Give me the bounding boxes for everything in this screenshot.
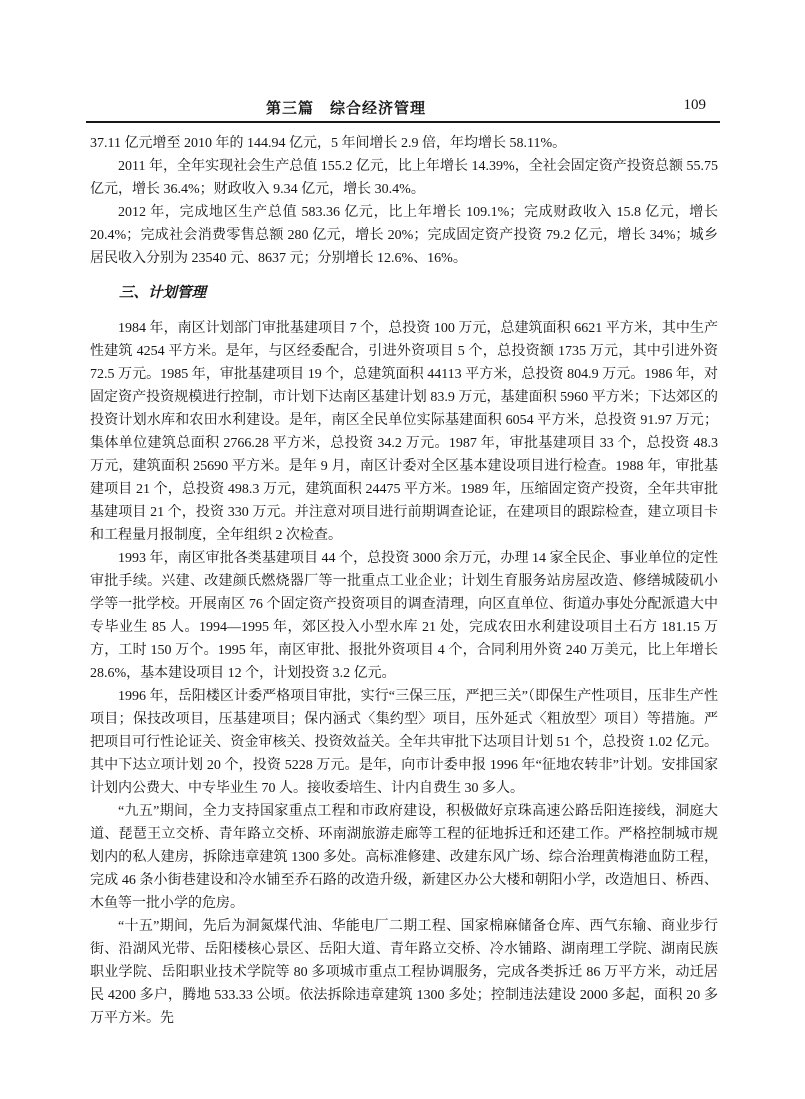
paragraph-tenth-five-year-plan: “十五”期间，先后为洞氮煤代油、华能电厂二期工程、国家棉麻储备仓库、西气东输、商业步行街、沿湖风光带、岳阳楼核心景区、岳阳大道、青年路立交桥、冷水铺路、湖南理工学院、湖南民族职业学院、岳阳职业技术学院等 80 多项城市重点工程协调服务，完成各类拆迁 86 万平方米，动迁居民 4200 多户，腾地 533.33 公顷。依法拆除违章建筑 1300 多处；控制违法建设 2000 多起，面积 20 多万平方米。先: [90, 919, 718, 1026]
header-title: 第三篇 综合经济管理: [265, 101, 427, 117]
page-number: 109: [683, 97, 706, 113]
section-heading-plan-management: 三、计划管理: [119, 285, 206, 301]
page-body: [90, 132, 718, 1030]
paragraph-2012: 2012 年，完成地区生产总值 583.36 亿元，比上年增长 109.1%；完成财政收入 15.8 亿元，增长 20.4%；完成社会消费零售总额 280 亿元，增长 20%；完成固定资产投资 79.2 亿元，增长 34%；城乡居民收入分别为 23540 元、8637 元；分别增长 12.6%、16%。: [90, 205, 718, 266]
paragraph-1996: 1996 年，岳阳楼区计委严格项目审批，实行“三保三压，严把三关”（即保生产性项目，压非生产性项目；保技改项目，压基建项目；保内涵式〈集约型〉项目，压外延式〈粗放型〉项目）等措施。严把项目可行性论证关、资金审核关、投资效益关。全年共审批下达项目计划 51 个，总投资 1.02 亿元。其中下达立项计划 20 个，投资 5228 万元。是年，向市计委申报 1996 年“征地农转非”计划。安排国家计划内公费大、中专毕业生 70 人。接收委培生、计内自费生 30 多人。: [90, 689, 718, 796]
paragraph-ninth-five-year-plan: “九五”期间，全力支持国家重点工程和市政府建设，积极做好京珠高速公路岳阳连接线，洞庭大道、琵琶王立交桥、青年路立交桥、环南湖旅游走廊等工程的征地拆迁和还建工作。严格控制城市规划内的私人建房，拆除违章建筑 1300 多处。高标准修建、改建东风广场、综合治理黄梅港血防工程，完成 46 条小街巷建设和冷水铺至乔石路的改造升级，新建区办公大楼和朝阳小学，改造旭日、桥西、木鱼等一批小学的危房。: [90, 804, 718, 911]
running-head: [86, 94, 720, 123]
paragraph-continuation-2010: 37.11 亿元增至 2010 年的 144.94 亿元，5 年间增长 2.9 倍，年均增长 58.11%。: [90, 136, 567, 151]
paragraph-1984-1989: 1984 年，南区计划部门审批基建项目 7 个，总投资 100 万元，总建筑面积 6621 平方米，其中生产性建筑 4254 平方米。是年，与区经委配合，引进外资项目 5 个，总投资额 1735 万元，其中引进外资 72.5 万元。1985 年，审批基建项目 19 个，总建筑面积 44113 平方米，总投资 804.9 万元。1986 年，对固定资产投资规模进行控制，市计划下达南区基建计划 83.9 万元，基建面积 5960 平方米；下达郊区的投资计划水库和农田水利建设。是年，南区全民单位实际基建面积 6054 平方米，总投资 91.97 万元；集体单位建筑总面积 2766.28 平方米，总投资 34.2 万元。1987 年，审批基建项目 33 个，总投资 48.3 万元，建筑面积 25690 平方米。是年 9 月，南区计委对全区基本建设项目进行检查。1988 年，审批基建项目 21 个，总投资 498.3 万元，建筑面积 24475 平方米。1989 年，压缩固定资产投资，全年共审批基建项目 21 个，投资 330 万元。并注意对项目进行前期调查论证，在建项目的跟踪检查，建立项目卡和工程量月报制度，全年组织 2 次检查。: [90, 321, 718, 543]
paragraph-2011: 2011 年，全年实现社会生产总值 155.2 亿元，比上年增长 14.39%，全社会固定资产投资总额 55.75 亿元，增长 36.4%；财政收入 9.34 亿元，增长 30.4%。: [90, 159, 718, 197]
paragraph-1993-1995: 1993 年，南区审批各类基建项目 44 个，总投资 3000 余万元，办理 14 家全民企、事业单位的定性审批手续。兴建、改建颜氏燃烧器厂等一批重点工业企业；计划生育服务站房屋改造、修缮城陵矶小学等一批学校。开展南区 76 个固定资产投资项目的调查清理，向区直单位、街道办事处分配派遣大中专毕业生 85 人。1994—1995 年，郊区投入小型水库 21 处，完成农田水利建设项目土石方 181.15 万方，工时 150 万个。1995 年，南区审批、报批外资项目 4 个，合同利用外资 240 万美元，比上年增长 28.6%，基本建设项目 12 个，计划投资 3.2 亿元。: [90, 551, 718, 681]
